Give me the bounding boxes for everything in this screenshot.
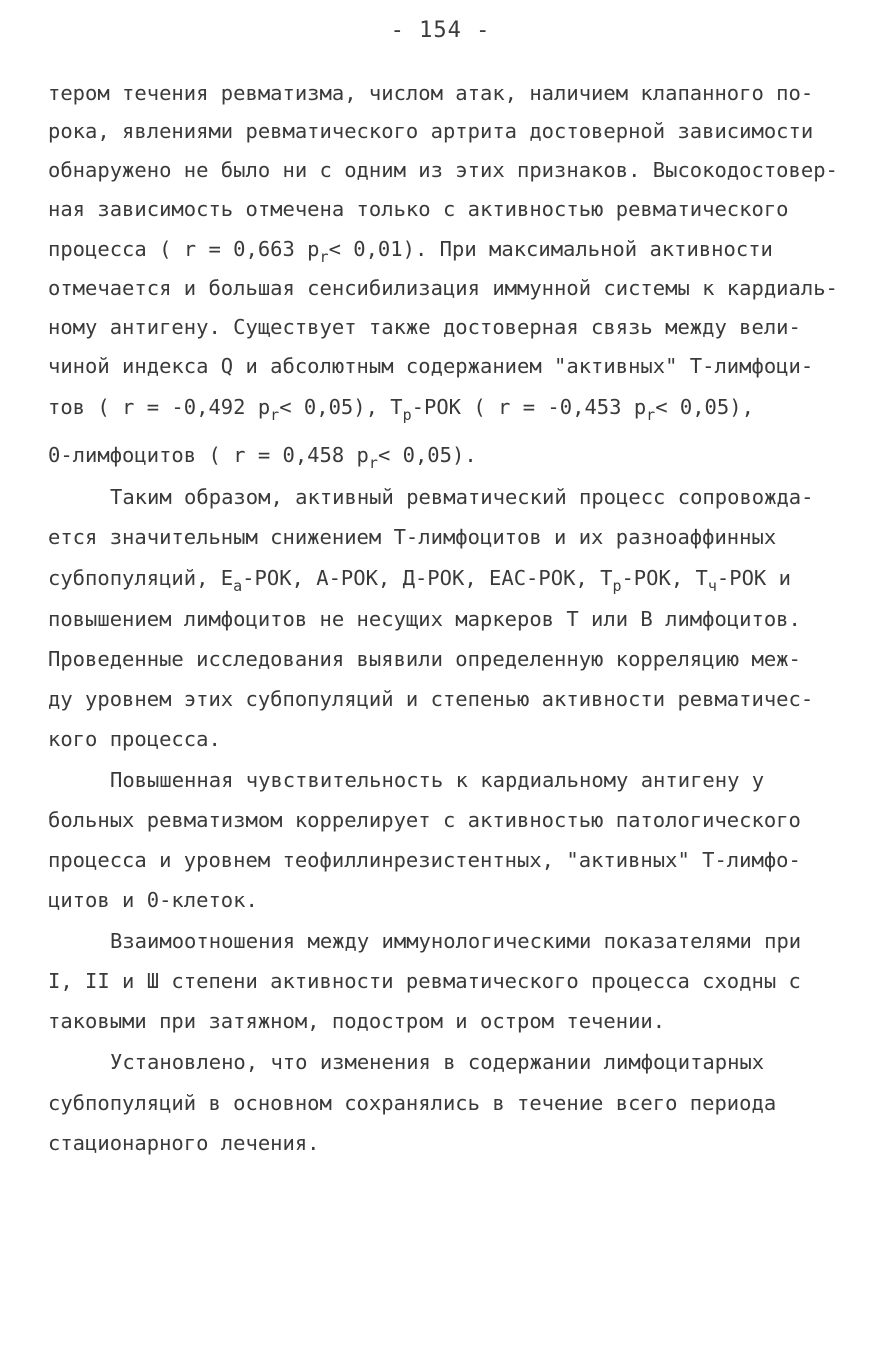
text-line: [48, 234, 773, 264]
text-line: рока, явлениями ревматического артрита достоверной зависимости: [48, 119, 814, 143]
text-line: отмечается и большая сенсибилизация иммунной системы к кардиаль-: [48, 276, 838, 300]
text-line: Проведенные исследования выявили определенную корреляцию меж-: [48, 647, 801, 671]
text-line: тером течения ревматизма, числом атак, наличием клапанного по-: [48, 81, 814, 105]
text-line: таковыми при затяжном, подостром и остром течении.: [48, 1009, 666, 1033]
text-line: [48, 392, 754, 422]
subscript: p: [402, 406, 412, 424]
text-segment: 0-лимфоцитов ( r = 0,458 p: [48, 443, 369, 467]
text-line: субпопуляций в основном сохранялись в течение всего периода: [48, 1091, 777, 1115]
text-segment: < 0,01). При максимальной активности: [328, 237, 773, 261]
text-line: обнаружено не было ни с одним из этих признаков. Высокодостовер-: [48, 158, 838, 182]
text-line: чиной индекса Q и абсолютным содержанием "активных" Т-лимфоци-: [48, 354, 814, 378]
text-segment: субпопуляций, E: [48, 566, 234, 590]
page-number: - 154 -: [390, 18, 491, 43]
text-segment: -РОК ( r = -0,453 p: [411, 395, 647, 419]
subscript: r: [368, 454, 378, 472]
text-line: I, II и Ш степени активности ревматического процесса сходны с: [48, 969, 801, 993]
text-line: ному антигену. Существует также достоверная связь между вели-: [48, 315, 801, 339]
subscript: r: [270, 406, 280, 424]
text-line: повышением лимфоцитов не несущих маркеров Т или В лимфоцитов.: [48, 607, 801, 631]
text-line: цитов и 0-клеток.: [48, 888, 258, 912]
text-segment: < 0,05), T: [279, 395, 403, 419]
subscript: p: [612, 577, 622, 595]
subscript: ч: [707, 577, 717, 595]
text-line: ная зависимость отмечена только с активностью ревматического: [48, 197, 789, 221]
text-segment: процесса ( r = 0,663 p: [48, 237, 320, 261]
text-line: ется значительным снижением Т-лимфоцитов и их разноаффинных: [48, 525, 777, 549]
text-line: Таким образом, активный ревматический процесс сопровожда-: [110, 485, 814, 509]
text-line: [48, 563, 791, 593]
text-line: Повышенная чувствительность к кардиальному антигену у: [110, 768, 765, 792]
text-line: Взаимоотношения между иммунологическими показателями при: [110, 929, 802, 953]
text-segment: тов ( r = -0,492 p: [48, 395, 271, 419]
text-line: больных ревматизмом коррелирует с активностью патологического: [48, 808, 801, 832]
text-line: [48, 440, 477, 470]
text-segment: < 0,05),: [655, 395, 754, 419]
text-line: стационарного лечения.: [48, 1131, 320, 1155]
text-segment: < 0,05).: [377, 443, 477, 467]
text-line: кого процесса.: [48, 727, 221, 751]
subscript: a: [233, 577, 243, 595]
text-line: ду уровнем этих субпопуляций и степенью активности ревматичес-: [48, 687, 814, 711]
text-line: Установлено, что изменения в содержании лимфоцитарных: [110, 1050, 765, 1074]
text-segment: -РОК, T: [621, 566, 708, 590]
text-line: процесса и уровнем теофиллинрезистентных, "активных" Т-лимфо-: [48, 848, 801, 872]
text-segment: -РОК, А-РОК, Д-РОК, ЕАС-РОК, T: [242, 566, 613, 590]
subscript: r: [319, 248, 329, 266]
text-segment: -РОК и: [716, 566, 791, 590]
subscript: r: [646, 406, 656, 424]
